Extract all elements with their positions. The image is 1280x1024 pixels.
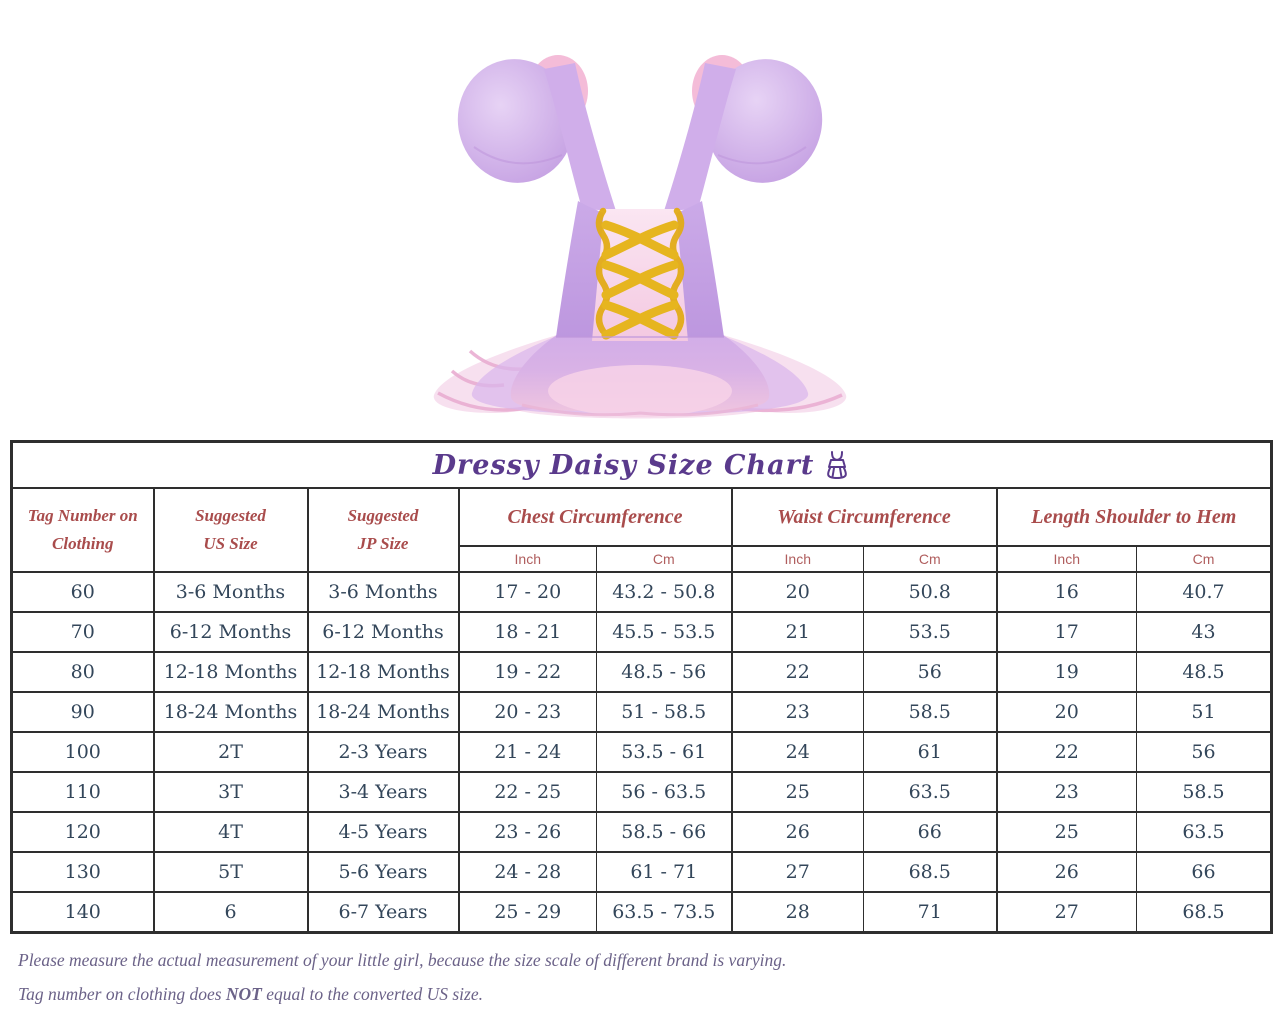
table-cell: 2T	[154, 732, 308, 772]
col-header-us-size	[154, 488, 308, 572]
note-measure: Please measure the actual measurement of your little girl, because the size scale of different brand is varying.	[18, 950, 787, 970]
table-cell: 27	[732, 852, 864, 892]
subheader-waist-cm: Cm	[864, 546, 997, 572]
table-cell: 90	[12, 692, 154, 732]
table-cell: 130	[12, 852, 154, 892]
table-cell: 40.7	[1137, 572, 1272, 612]
table-cell: 21 - 24	[459, 732, 597, 772]
table-row	[12, 852, 1272, 892]
subheader-chest-inch: Inch	[459, 546, 597, 572]
table-cell: 68.5	[864, 852, 997, 892]
note-tag-bold: NOT	[225, 984, 262, 1004]
table-cell: 20	[732, 572, 864, 612]
table-cell: 3T	[154, 772, 308, 812]
table-cell: 25 - 29	[459, 892, 597, 933]
table-cell: 43.2 - 50.8	[597, 572, 732, 612]
table-cell: 48.5 - 56	[597, 652, 732, 692]
note-tag-suffix: equal to the converted US size.	[261, 984, 484, 1004]
table-cell: 25	[997, 812, 1137, 852]
table-cell: 63.5	[1137, 812, 1272, 852]
table-cell: 22	[732, 652, 864, 692]
table-cell: 63.5 - 73.5	[597, 892, 732, 933]
table-row	[12, 812, 1272, 852]
table-cell: 58.5	[1137, 772, 1272, 812]
header-tag-line2: Clothing	[52, 534, 114, 553]
col-header-tag-number	[12, 488, 154, 572]
col-header-chest: Chest Circumference	[459, 488, 732, 546]
table-cell: 58.5	[864, 692, 997, 732]
table-cell: 5-6 Years	[308, 852, 459, 892]
chart-title-cell	[12, 442, 1272, 489]
table-cell: 16	[997, 572, 1137, 612]
table-cell: 17 - 20	[459, 572, 597, 612]
dress-icon	[824, 450, 850, 480]
table-cell: 18 - 21	[459, 612, 597, 652]
table-cell: 3-6 Months	[154, 572, 308, 612]
table-cell: 12-18 Months	[154, 652, 308, 692]
header-jp-line2: JP Size	[357, 534, 409, 553]
header-us-line2: US Size	[203, 534, 258, 553]
table-cell: 140	[12, 892, 154, 933]
header-us-line1: Suggested	[195, 505, 266, 525]
table-cell: 71	[864, 892, 997, 933]
table-cell: 68.5	[1137, 892, 1272, 933]
table-cell: 26	[997, 852, 1137, 892]
table-cell: 22 - 25	[459, 772, 597, 812]
subheader-length-inch: Inch	[997, 546, 1137, 572]
subheader-length-cm: Cm	[1137, 546, 1272, 572]
table-cell: 6-12 Months	[308, 612, 459, 652]
table-cell: 66	[1137, 852, 1272, 892]
col-header-jp-size	[308, 488, 459, 572]
chart-title: Dressy Daisy Size Chart	[432, 449, 815, 481]
table-cell: 3-4 Years	[308, 772, 459, 812]
table-cell: 53.5	[864, 612, 997, 652]
table-cell: 19 - 22	[459, 652, 597, 692]
dress-photo	[412, 4, 868, 434]
note-tag-number	[18, 984, 786, 1005]
table-row	[12, 652, 1272, 692]
table-cell: 60	[12, 572, 154, 612]
table-cell: 53.5 - 61	[597, 732, 732, 772]
table-cell: 22	[997, 732, 1137, 772]
table-cell: 100	[12, 732, 154, 772]
table-cell: 80	[12, 652, 154, 692]
skirt-glow	[548, 365, 732, 417]
table-cell: 23 - 26	[459, 812, 597, 852]
chart-title-row	[12, 442, 1272, 489]
table-row	[12, 612, 1272, 652]
table-cell: 3-6 Months	[308, 572, 459, 612]
table-cell: 23	[997, 772, 1137, 812]
size-chart-body	[12, 572, 1272, 933]
table-row	[12, 692, 1272, 732]
table-cell: 4-5 Years	[308, 812, 459, 852]
table-cell: 20 - 23	[459, 692, 597, 732]
table-cell: 26	[732, 812, 864, 852]
table-row	[12, 772, 1272, 812]
table-row	[12, 572, 1272, 612]
header-tag-line1: Tag Number on	[27, 505, 138, 525]
header-jp-line1: Suggested	[347, 505, 419, 525]
size-chart-table	[10, 440, 1273, 934]
table-cell: 21	[732, 612, 864, 652]
table-cell: 5T	[154, 852, 308, 892]
table-cell: 56	[1137, 732, 1272, 772]
table-cell: 27	[997, 892, 1137, 933]
subheader-waist-inch: Inch	[732, 546, 864, 572]
note-tag-prefix: Tag number on clothing does	[18, 984, 226, 1004]
table-cell: 4T	[154, 812, 308, 852]
table-cell: 25	[732, 772, 864, 812]
header-row	[12, 488, 1272, 546]
table-cell: 51 - 58.5	[597, 692, 732, 732]
table-cell: 120	[12, 812, 154, 852]
table-cell: 70	[12, 612, 154, 652]
table-cell: 17	[997, 612, 1137, 652]
table-cell: 24 - 28	[459, 852, 597, 892]
table-cell: 6-12 Months	[154, 612, 308, 652]
table-cell: 2-3 Years	[308, 732, 459, 772]
table-cell: 51	[1137, 692, 1272, 732]
table-cell: 28	[732, 892, 864, 933]
table-cell: 24	[732, 732, 864, 772]
footer-notes	[18, 950, 786, 1018]
table-cell: 23	[732, 692, 864, 732]
table-cell: 18-24 Months	[308, 692, 459, 732]
table-cell: 63.5	[864, 772, 997, 812]
table-cell: 56 - 63.5	[597, 772, 732, 812]
table-cell: 6-7 Years	[308, 892, 459, 933]
table-cell: 110	[12, 772, 154, 812]
col-header-waist: Waist Circumference	[732, 488, 997, 546]
table-cell: 18-24 Months	[154, 692, 308, 732]
table-cell: 61	[864, 732, 997, 772]
col-header-length: Length Shoulder to Hem	[997, 488, 1272, 546]
table-cell: 48.5	[1137, 652, 1272, 692]
table-cell: 61 - 71	[597, 852, 732, 892]
table-cell: 56	[864, 652, 997, 692]
subheader-chest-cm: Cm	[597, 546, 732, 572]
table-cell: 50.8	[864, 572, 997, 612]
table-row	[12, 732, 1272, 772]
table-cell: 19	[997, 652, 1137, 692]
table-cell: 66	[864, 812, 997, 852]
table-cell: 45.5 - 53.5	[597, 612, 732, 652]
table-cell: 58.5 - 66	[597, 812, 732, 852]
table-cell: 20	[997, 692, 1137, 732]
table-row	[12, 892, 1272, 933]
table-cell: 12-18 Months	[308, 652, 459, 692]
table-cell: 6	[154, 892, 308, 933]
table-cell: 43	[1137, 612, 1272, 652]
